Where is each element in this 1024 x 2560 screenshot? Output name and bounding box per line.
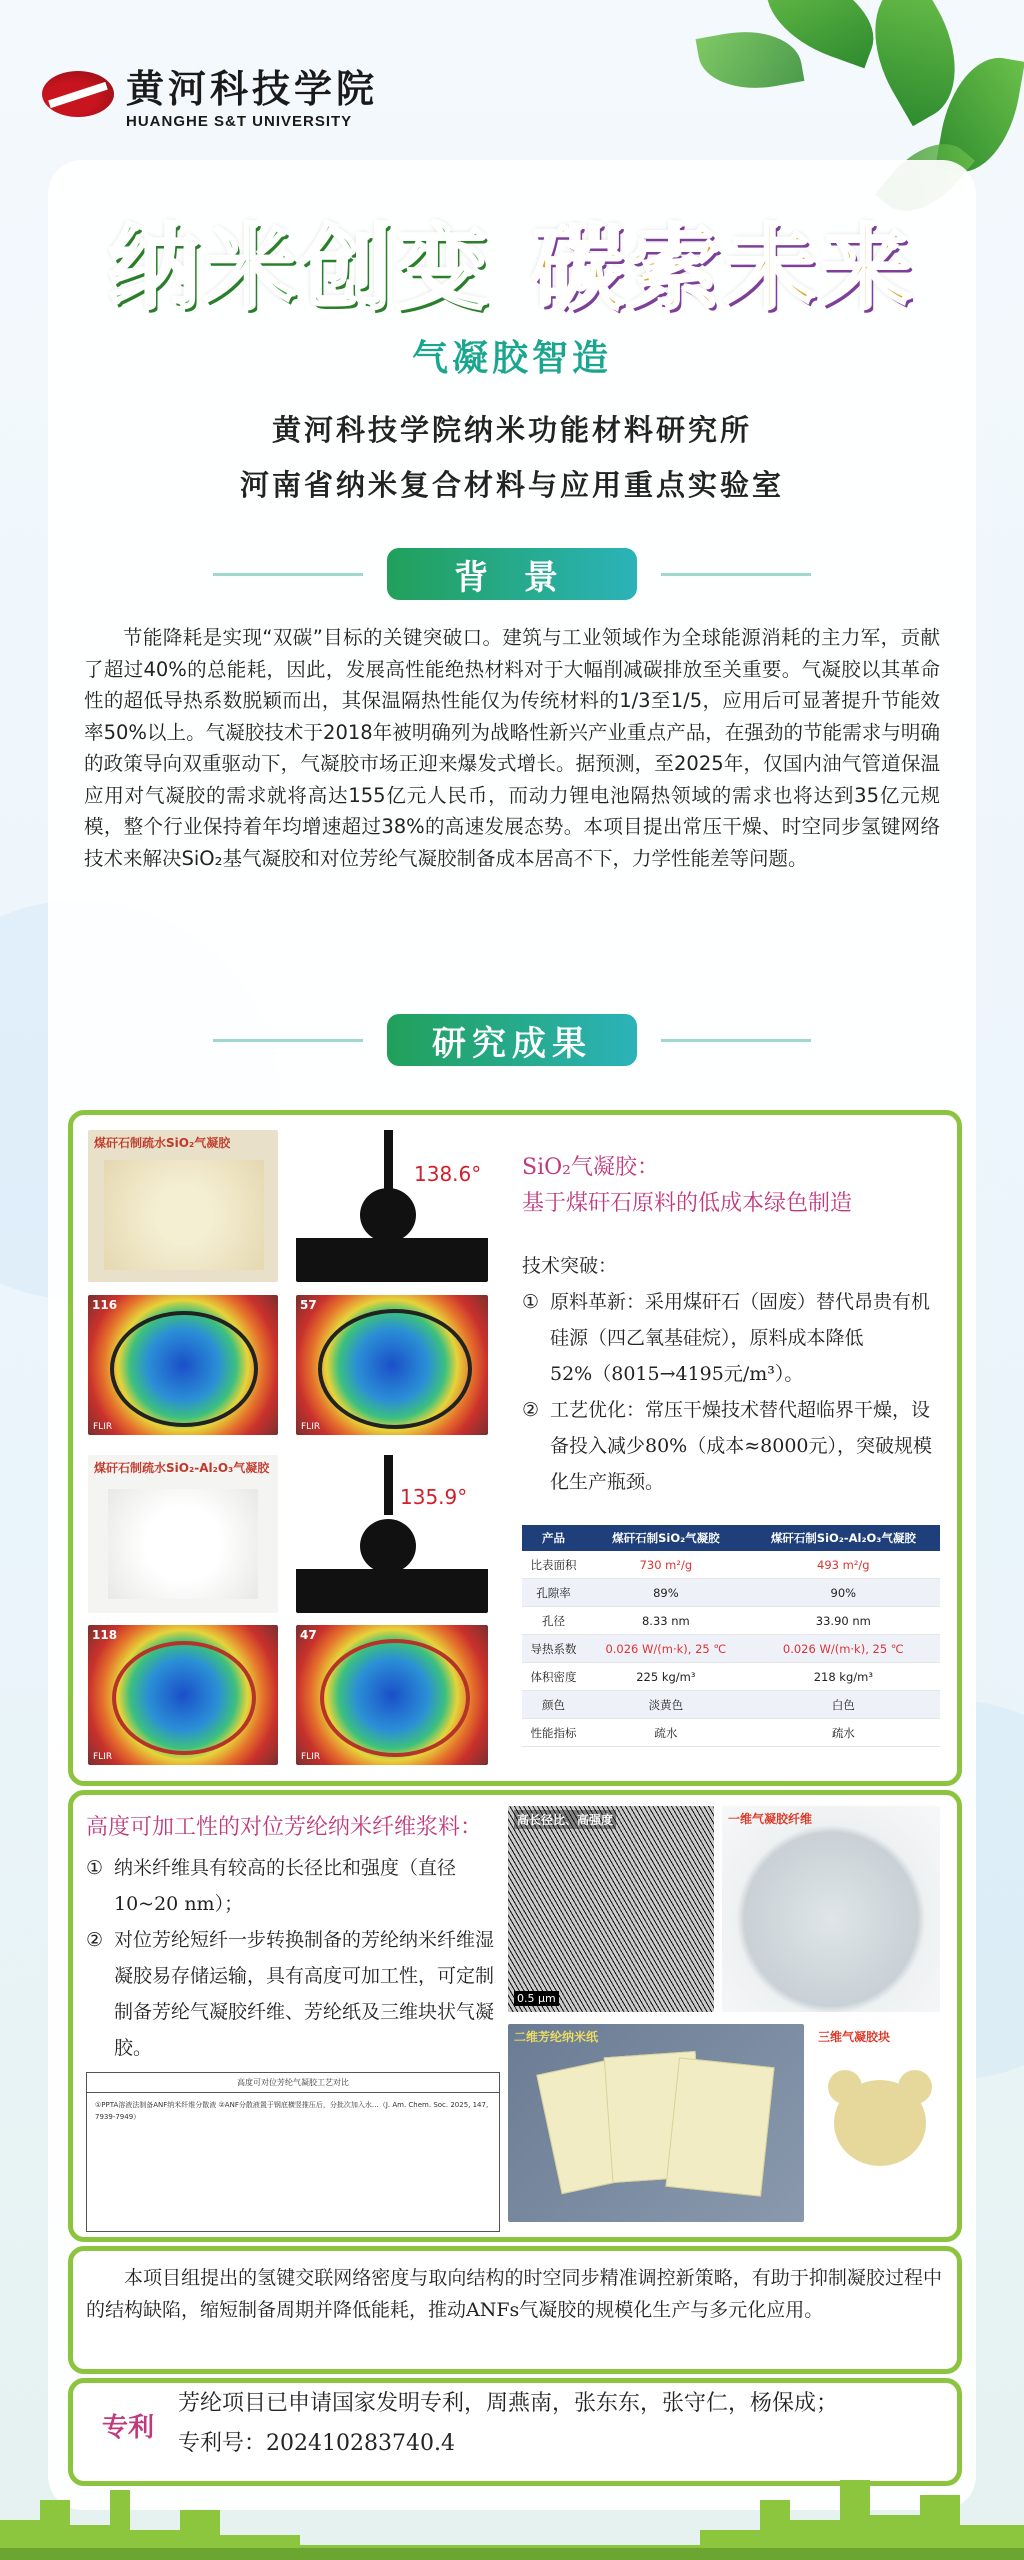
- background-paragraph: 节能降耗是实现“双碳”目标的关键突破口。建筑与工业领域作为全球能源消耗的主力军，贡献了超过40%的总能耗，因此，发展高性能绝热材料对于大幅削减碳排放至关重要。气凝胶以其革命性的超低导热系数脱颖而出，其保温隔热性能仅为传统材料的1/3至1/5，应用后可显著提升节能效率50%以上。气凝胶技术于2018年被明确列为战略性新兴产业重点产品，在强劲的节能需求与明确的政策导向双重驱动下，气凝胶市场正迎来爆发式增长。据预测，至2025年，仅国内油气管道保温应用对气凝胶的需求就将高达155亿元人民币，而动力锂电池隔热领域的需求也将达到35亿元规模，整个行业保持着年均增速超过38%的高速发展态势。本项目提出常压干燥、时空同步氢键网络技术来解决SiO₂基气凝胶和对位芳纶气凝胶制备成本居高不下，力学性能差等问题。: [84, 626, 940, 870]
- nanofiber-sem-image: [508, 1806, 714, 2012]
- sio2-al2o3-aerogel-photo: [88, 1455, 278, 1613]
- aramid-item: ① 纳米纤维具有较高的长径比和强度（直径10~20 nm）；: [86, 1857, 457, 1915]
- thermal-image: 116 FLIR: [88, 1295, 278, 1435]
- section-title: 背 景: [387, 548, 637, 600]
- photo-label: 煤矸石制疏水SiO₂气凝胶: [94, 1136, 231, 1150]
- sio2-title: SiO₂气凝胶：: [522, 1155, 659, 1180]
- section-header-background: [0, 548, 1024, 600]
- photo-label: 二维芳纶纳米纸: [514, 2030, 599, 2044]
- contact-angle-image-2: [296, 1455, 488, 1613]
- patent-label: 专利: [102, 2413, 155, 2443]
- photo-label: 一维气凝胶纤维: [728, 1812, 813, 1826]
- table-header: 产品: [522, 1525, 585, 1551]
- contact-angle-value: 138.6°: [414, 1162, 482, 1186]
- section-header-results: [0, 1014, 1024, 1066]
- photo-label: 高长径比、高强度: [514, 1810, 616, 1829]
- photo-label: 三维气凝胶块: [818, 2030, 891, 2044]
- mini-table-note: ①PPTA溶液法制备ANF纳米纤维分散液 ②ANF分散液置于钢底横竖推压后，分批次加入水…（J. Am. Chem. Soc. 2025, 147, 7939-7949）: [95, 2101, 489, 2121]
- institute-line-2: 河南省纳米复合材料与应用重点实验室: [239, 468, 784, 502]
- summary-paragraph: 本项目组提出的氢键交联网络密度与取向结构的时空同步精准调控新策略，有助于抑制凝胶过程中的结构缺陷，缩短制备周期并降低能耗，推动ANFs气凝胶的规模化生产与多元化应用。: [86, 2267, 942, 2321]
- contact-angle-image-1: [296, 1130, 488, 1282]
- aerogel-fiber-photo: [722, 1806, 940, 2012]
- sio2-subtitle: 基于煤矸石原料的低成本绿色制造: [522, 1191, 853, 1216]
- institute-line-1: 黄河科技学院纳米功能材料研究所: [271, 413, 752, 447]
- university-logo: [42, 58, 378, 130]
- table-header: 煤矸石制SiO₂-Al₂O₃气凝胶: [747, 1525, 940, 1551]
- aramid-paper-photo: [508, 2024, 804, 2222]
- aerogel-block-photo: [812, 2024, 940, 2222]
- main-title: [0, 195, 1024, 327]
- title-part1: 纳米创变: [107, 215, 492, 322]
- patent-number: 专利号：202410283740.4: [178, 2431, 455, 2456]
- aramid-points: [86, 1850, 496, 2066]
- tech-heading: 技术突破：: [522, 1255, 618, 1277]
- process-comparison-table: [86, 2072, 500, 2232]
- section-title: 研究成果: [387, 1014, 637, 1066]
- photo-label: 煤矸石制疏水SiO₂-Al₂O₃气凝胶: [94, 1461, 270, 1475]
- table-row: 比表面积 730 m²/g 493 m²/g: [522, 1551, 940, 1579]
- scale-bar: 0.5 μm: [514, 1991, 559, 2006]
- tech-item: ② 工艺优化：常压干燥技术替代超临界干燥，设备投入减少80%（成本≈8000元），突破规模化生产瓶颈。: [522, 1399, 933, 1493]
- sio2-aerogel-photo: [88, 1130, 278, 1282]
- table-row: 颜色 淡黄色 白色: [522, 1691, 940, 1719]
- logo-emblem: [42, 71, 114, 117]
- aramid-title: 高度可加工性的对位芳纶纳米纤维浆料：: [86, 1815, 483, 1840]
- subtitle: 气凝胶智造: [411, 338, 612, 379]
- thermal-image: 118 FLIR: [88, 1625, 278, 1765]
- table-row: 性能指标 疏水 疏水: [522, 1719, 940, 1747]
- property-table: [522, 1525, 940, 1747]
- tech-breakthrough: [522, 1248, 942, 1500]
- thermal-image: 47 FLIR: [296, 1625, 488, 1765]
- logo-en: HUANGHE S&T UNIVERSITY: [126, 113, 353, 130]
- table-header: 煤矸石制SiO₂气凝胶: [585, 1525, 747, 1551]
- table-row: 孔隙率 89% 90%: [522, 1579, 940, 1607]
- mini-table-title: 高度可对位芳纶气凝胶工艺对比: [87, 2073, 499, 2093]
- aramid-item: ② 对位芳纶短纤一步转换制备的芳纶纳米纤维湿凝胶易存储运输，具有高度可加工性，可定制制备芳纶气凝胶纤维、芳纶纸及三维块状气凝胶。: [86, 1929, 495, 2059]
- tech-item: ① 原料革新：采用煤矸石（固废）替代昂贵有机硅源（四乙氧基硅烷），原料成本降低52%（8015→4195元/m³）。: [522, 1291, 931, 1385]
- title-part2: 碳索未来: [532, 215, 917, 322]
- contact-angle-value: 135.9°: [400, 1485, 468, 1509]
- table-row: 体积密度 225 kg/m³ 218 kg/m³: [522, 1663, 940, 1691]
- table-row: 导热系数 0.026 W/(m·k), 25 ℃ 0.026 W/(m·k), 25 ℃: [522, 1635, 940, 1663]
- logo-cn: 黄河科技学院: [126, 66, 379, 111]
- thermal-image: 57 FLIR: [296, 1295, 488, 1435]
- city-skyline: [0, 2440, 1024, 2560]
- patent-text: 芳纶项目已申请国家发明专利，周燕南，张东东，张守仁，杨保成； 专利号：202410283740.4: [178, 2384, 938, 2464]
- table-row: 孔径 8.33 nm 33.90 nm: [522, 1607, 940, 1635]
